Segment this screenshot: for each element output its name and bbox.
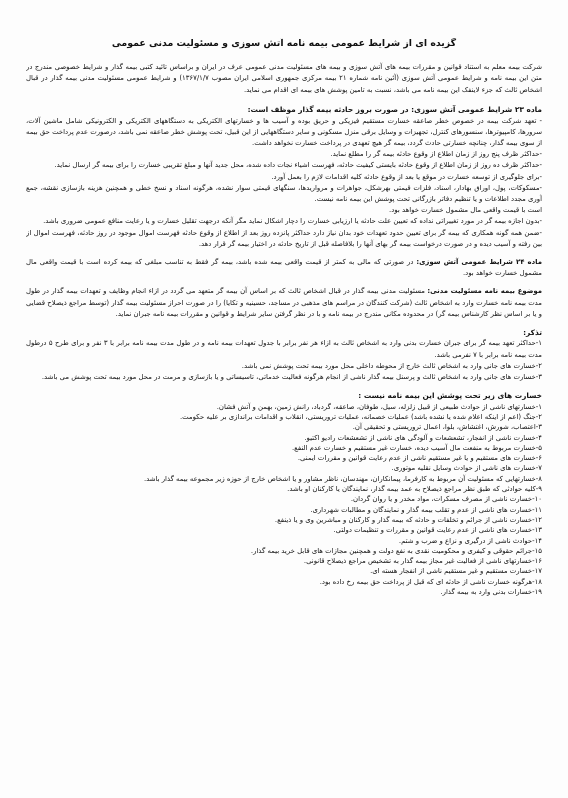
article-23-item: -برای جلوگیری از توسعه خسارت در موقع یا بعد از وقوع حادثه کلیه اقدامات لازم را بعمل آورد. [271, 172, 542, 181]
exclusion-item: ۳-اعتصاب، شورش، اغتشاش، بلوا، اعمال تروریستی و تحقیقی آن. [352, 423, 542, 432]
exclusion-item: ۲-جنگ (اعم از اینکه اعلام شده یا نشده باشد) عملیات خصمانه، عملیات تروریستی، انقلاب و اقدامات براندازی بر علیه حکومت. [179, 413, 542, 421]
exclusion-item: ۱-خسارتهای ناشی از حوادث طبیعی از قبیل زلزله، سیل، طوفان، صاعقه، گردباد، رانش زمین، بهمن و آتش فشان. [216, 402, 542, 411]
exclusion-item: ۴-خسارت ناشی از انفجار، تشعشعات و آلودگی های ناشی از تشعشعات رادیو اکتیو. [304, 433, 542, 442]
exclusions-list [26, 402, 542, 598]
exclusion-item: ۸-خسارتهایی که مسئولیت آن مربوط به کارفرما، پیمانکاران، مهندسان، ناظر مشاور و یا اشخاص خارج از حوزه زیر مجموعه بیمه گذار باشد. [143, 474, 542, 483]
exclusion-item: ۱۳-خسارت های ناشی از عدم رعایت قوانین و مقررات و تنظیمات دولتی. [333, 526, 542, 535]
liability-text: مسئولیت مدنی بیمه گذار در قبال اشخاص ثالث که بر اساس آن بیمه گر متعهد می گردد در ازاء انجام وظایف و تعهدات بیمه گذار در طول مدت بیمه نامه خسارت وارد به اشخاص ثالث (شرکت کنندگان در مراسم های مذهبی در مساجد، حسینیه و تکایا) را در صورت احراز مسئولیت بیمه گذار (توسط مراجع ذیصلاح قضایی و یا بر اساس نظر کارشناس بیمه گر) در محدوده مکانی مندرج در بیمه نامه و با در نظر گرفتن سایر شرایط و قوانین و مقررات بیمه نامه جبران نماید. [26, 287, 542, 318]
exclusion-item: ۶-خسارت های مستقیم و یا غیر مستقیم ناشی از عدم رعایت قوانین و مقررات ایمنی. [297, 454, 542, 463]
article-23-heading: ماده ۲۳ شرایط عمومی آتش سوزی: در صورت بروز حادثه بیمه گذار موظف است: [247, 105, 542, 115]
article-24-section [26, 257, 542, 279]
exclusion-item: ۱۹-خسارات بدنی وارد به بیمه گذار. [440, 588, 542, 597]
article-23-item: -مسکوکات، پول، اوراق بهادار، اسناد، فلزات قیمتی بهرشکل، جواهرات و مرواریدها، سنگهای قیمتی سوار نشده، هرگونه اسناد و نسخ خطی و همچنین هزینه بازسازی نقشه، جمع آوری مجدد اطلاعات و یا تنظیم دفاتر بازرگانی تحت پوشش این بیمه نامه نیست. [26, 183, 542, 204]
article-24-heading: ماده ۲۴ شرایط عمومی آتش سوزی: [416, 258, 542, 267]
exclusions-section [26, 390, 542, 597]
article-24-paragraph [26, 257, 542, 279]
article-23-item: -ضمن همه گونه همکاری که بیمه گر برای تعیین حدود تعهدات خود بدان نیاز دارد حداکثر پانزده روز بعد از اطلاع از وقوع حادثه فهرست اموال موجود در روز حادثه، فهرست اموال از بین رفته و آسیب دیده و در صورت درخواست بیمه گر بهای آنها را بلافاصله قبل از تاریخ حادثه در اختیار بیمه گر قرار دهد. [26, 228, 542, 248]
liability-heading: موضوع بیمه نامه مسئولیت مدنی: [427, 287, 542, 296]
exclusion-item: ۱۶-خسارتهای ناشی از فعالیت غیر مجاز بیمه گذار به تشخیص مراجع ذیصلاح قانونی. [303, 557, 542, 566]
exclusion-item: ۷-خسارت های ناشی از حوادث وسایل نقلیه موتوری. [391, 464, 542, 473]
notes-heading: تذکر: [523, 328, 542, 338]
notes-section [26, 327, 542, 383]
exclusion-item: ۱۴-حوادث ناشی از درگیری و نزاع و ضرب و شتم. [398, 536, 542, 545]
liability-paragraph [26, 286, 542, 320]
exclusion-item: ۵-خسارت مربوط به منفعت مال آسیب دیده، خسارت غیر مستقیم و خسارت عدم النفع. [291, 443, 542, 452]
note-item: ۲-خسارت های جانی وارد به اشخاص ثالث خارج از محوطه داخلی محل مورد بیمه تحت پوشش نمی باشد. [241, 361, 542, 370]
article-23-section [26, 104, 542, 250]
exclusion-item: ۱۷-خسارت مستقیم و غیر مستقیم ناشی از انفجار هسته ای. [370, 567, 542, 576]
note-item: ۳-خسارت های جانی وارد به اشخاص ثالث و پرسنل بیمه گذار ناشی از انجام هرگونه فعالیت خدماتی، تاسیساتی و یا بازسازی و مرمت در محل مورد بیمه تحت پوشش می باشد. [41, 373, 542, 382]
exclusion-item: ۹-کلیه حوادثی که طبق نظر مراجع ذیصلاح به عمد بیمه گذار، نمایندگان یا کارکنان او باشد. [287, 485, 542, 494]
article-23-item: -حداکثر ظرف پنج روز از زمان اطلاع از وقوع حادثه بیمه گر را مطلع نماید. [330, 150, 542, 159]
article-23-item: -بدون اجازه بیمه گر در مورد تغییراتی نداده که تعیین علت حادثه یا ارزیابی خسارت را دچار اشکال نماید مگر آنکه درجهت تقلیل خسارت و یا رعایت منافع عمومی ضروری باشد. [43, 217, 542, 226]
exclusion-item: ۱۸-هرگونه خسارت ناشی از حادثه ای که قبل از پرداخت حق بیمه رخ داده بود. [319, 577, 542, 586]
document-content [26, 38, 542, 786]
intro-paragraph: شرکت بیمه معلم به استناد قوانین و مقررات بیمه های آتش سوزی و بیمه های مسئولیت مدنی عمومی عرف در ایران و براساس تائید کتبی بیمه گذار و شرایط خصوصی مندرج در متن این بیمه نامه و شرایط عمومی آتش سوزی (آئین نامه شماره ۲۱ بیمه مرکزی جمهوری اسلامی ایران مصوب ۱۳۶۷/۱/۷) و شرایط عمومی مسئولیت مدنی بیمه گذار در قبال اشخاص ثالث که جزء لاینفک این بیمه نامه می باشد، نسبت به تامین پوشش های بیمه ای اقدام می نماید. [26, 63, 542, 94]
article-23-item: -حداکثر ظرف ده روز از زمان اطلاع از وقوع حادثه بایستی کیفیت حادثه، فهرست اشیاء نجات داده شده، محل جدید آنها و مبلغ تقریبی خسارت را برای بیمه گر ارسال نماید. [54, 161, 542, 170]
exclusion-item: ۱۱-خسارت های ناشی از عدم و تقلب بیمه گذار و نمایندگان و مطالبات شهرداری. [310, 505, 542, 514]
article-23-item: - تعهد شرکت بیمه در خصوص خطر صاعقه خسارت مستقیم فیزیکی و حریق بوده و آسیب ها و خسارتهای الکتریکی به دستگاههای الکتریکی و الکترونیکی شامل ماشین آلات، سرورها، کامپیوترها، سنسورهای کنترل، تجهیزات و وسایل برقی منزل مسکونی و سایر دستگاههایی از این قبیل، تحت پوشش خطر صاعقه نمی باشد، درصورت عدم پرداخت حق بیمه از سوی بیمه گذار، چنانچه خسارتی حادث گردد، بیمه گر هیچ تعهدی در پرداخت خسارت نخواهد داشت. [26, 116, 542, 148]
article-23-item: است با قیمت واقعی مال مشمول خسارت خواهد بود. [389, 206, 542, 215]
liability-section [26, 286, 542, 320]
exclusion-item: ۱۰-خسارت ناشی از مصرف مسکرات، مواد مخدر و یا روان گردان. [350, 495, 542, 504]
note-item: ۱-حداکثر تعهد بیمه گر برای جبران خسارت بدنی وارد به اشخاص ثالث به ازاء هر نفر برابر با جدول تعهدات بیمه نامه و در طول مدت بیمه نامه برابر با ۳ نفر و برای طرح ۵ درطول مدت بیمه نامه برابر با ۷ نفرمی باشد. [26, 339, 542, 359]
document-title: گزیده ای از شرایط عمومی بیمه نامه آتش سوزی و مسئولیت مدنی عمومی [111, 38, 457, 49]
exclusion-item: ۱۵-جرائم حقوقی و کیفری و محکومیت نقدی به نفع دولت و همچنین مجازات های قابل خرید بیمه گذار. [250, 546, 542, 555]
article-24-text: در صورتی که مالی به کمتر از قیمت واقعی بیمه شده باشد، بیمه گر فقط به تناسب مبلغی که بیمه کرده است با قیمت واقعی مال مشمول خسارت خواهد بود. [26, 258, 542, 278]
exclusions-heading: خسارت های زیر تحت پوشش این بیمه نامه نیست : [358, 391, 542, 401]
exclusion-item: ۱۲-خسارت ناشی از جرائم و تخلفات و حادثه که بیمه گذار و کارکنان و مباشرین وی و یا ذینفع. [274, 515, 542, 524]
